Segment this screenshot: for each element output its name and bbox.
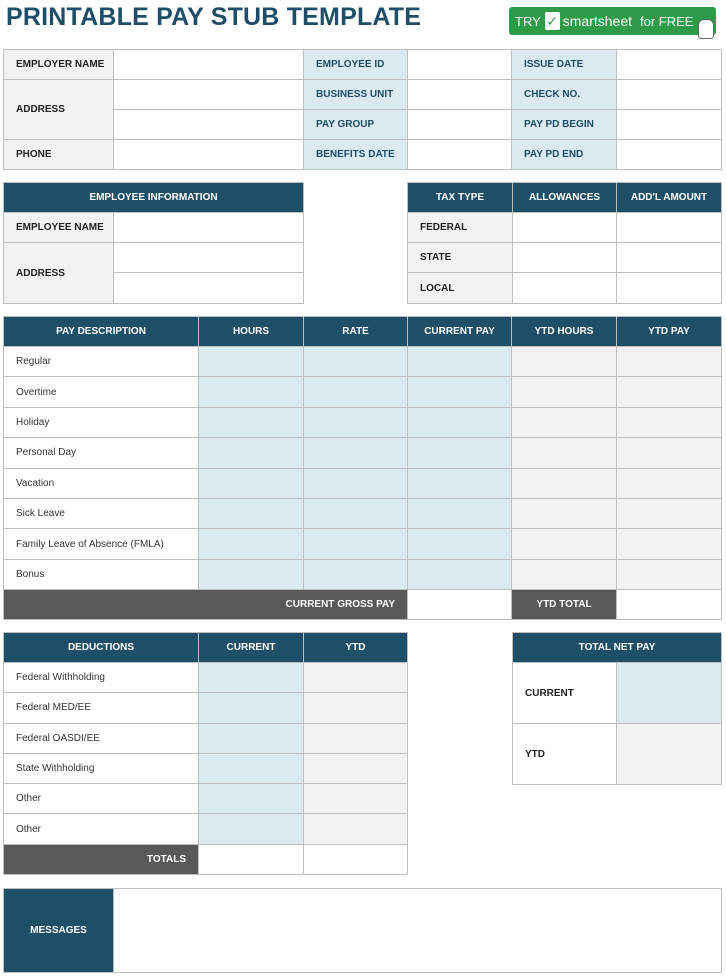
rate-field[interactable] bbox=[304, 498, 408, 528]
ytd-pay-field[interactable] bbox=[617, 529, 722, 559]
deductions-table bbox=[3, 632, 408, 875]
table-row bbox=[4, 784, 408, 814]
hours-field[interactable] bbox=[199, 407, 304, 437]
pay-row-label: Holiday bbox=[4, 407, 199, 437]
ytd-hours-field[interactable] bbox=[512, 498, 617, 528]
tax-allowances-field[interactable] bbox=[513, 213, 617, 243]
pay-group-label: PAY GROUP bbox=[304, 110, 408, 140]
ytd-total-field[interactable] bbox=[617, 590, 722, 620]
current-pay-field[interactable] bbox=[408, 559, 512, 589]
employer-name-field[interactable] bbox=[114, 50, 304, 80]
deduction-row-label: Other bbox=[4, 784, 199, 814]
ytd-pay-field[interactable] bbox=[617, 438, 722, 468]
ytd-pay-field[interactable] bbox=[617, 407, 722, 437]
tax-header-addl-amount: ADD'L AMOUNT bbox=[617, 183, 722, 213]
hours-field[interactable] bbox=[199, 529, 304, 559]
pay-pd-end-label: PAY PD END bbox=[512, 140, 617, 170]
table-row bbox=[4, 814, 408, 844]
pay-row-label: Overtime bbox=[4, 377, 199, 407]
table-row bbox=[4, 438, 722, 468]
promo-cta: for FREE bbox=[640, 13, 694, 29]
table-row bbox=[4, 377, 722, 407]
net-pay-header: TOTAL NET PAY bbox=[513, 633, 722, 663]
table-row bbox=[4, 663, 408, 693]
current-pay-field[interactable] bbox=[408, 407, 512, 437]
deduction-ytd-field[interactable] bbox=[304, 784, 408, 814]
benefits-date-field[interactable] bbox=[408, 140, 512, 170]
deduction-row-label: Federal OASDI/EE bbox=[4, 723, 199, 753]
ytd-hours-field[interactable] bbox=[512, 377, 617, 407]
tax-header-allowances: ALLOWANCES bbox=[513, 183, 617, 213]
rate-field[interactable] bbox=[304, 347, 408, 377]
tax-amount-field[interactable] bbox=[617, 273, 722, 304]
ytd-hours-field[interactable] bbox=[512, 529, 617, 559]
deduction-current-field[interactable] bbox=[199, 693, 304, 723]
deduction-current-field[interactable] bbox=[199, 814, 304, 844]
tax-amount-field[interactable] bbox=[617, 243, 722, 273]
deduction-row-label: State Withholding bbox=[4, 753, 199, 783]
employee-info-header: EMPLOYEE INFORMATION bbox=[4, 183, 304, 213]
table-row bbox=[4, 723, 408, 753]
table-row bbox=[4, 753, 408, 783]
totals-ytd-field[interactable] bbox=[304, 844, 408, 874]
deduction-row-label: Other bbox=[4, 814, 199, 844]
net-pay-ytd-field[interactable] bbox=[617, 724, 722, 785]
tax-allowances-field[interactable] bbox=[513, 243, 617, 273]
messages-field[interactable] bbox=[114, 889, 722, 973]
employee-id-field[interactable] bbox=[408, 50, 512, 80]
employee-address-label: ADDRESS bbox=[4, 243, 114, 304]
issue-date-label: ISSUE DATE bbox=[512, 50, 617, 80]
employee-address-field-1[interactable] bbox=[114, 243, 304, 273]
tax-row-label: LOCAL bbox=[408, 273, 513, 304]
rate-field[interactable] bbox=[304, 407, 408, 437]
rate-field[interactable] bbox=[304, 438, 408, 468]
pay-header-hours: HOURS bbox=[199, 317, 304, 347]
deduction-ytd-field[interactable] bbox=[304, 663, 408, 693]
ytd-hours-field[interactable] bbox=[512, 559, 617, 589]
tax-amount-field[interactable] bbox=[617, 213, 722, 243]
phone-label: PHONE bbox=[4, 140, 114, 170]
issue-date-field[interactable] bbox=[617, 50, 722, 80]
messages-label: MESSAGES bbox=[4, 889, 114, 973]
ytd-pay-field[interactable] bbox=[617, 498, 722, 528]
deduction-ytd-field[interactable] bbox=[304, 753, 408, 783]
pay-row-label: Family Leave of Absence (FMLA) bbox=[4, 529, 199, 559]
pay-pd-end-field[interactable] bbox=[617, 140, 722, 170]
ytd-hours-field[interactable] bbox=[512, 438, 617, 468]
pay-row-label: Bonus bbox=[4, 559, 199, 589]
pay-row-label: Sick Leave bbox=[4, 498, 199, 528]
deduction-current-field[interactable] bbox=[199, 753, 304, 783]
deduction-row-label: Federal MED/EE bbox=[4, 693, 199, 723]
net-pay-current-field[interactable] bbox=[617, 663, 722, 724]
pay-table bbox=[3, 316, 722, 620]
tax-allowances-field[interactable] bbox=[513, 273, 617, 304]
current-pay-field[interactable] bbox=[408, 347, 512, 377]
business-unit-field[interactable] bbox=[408, 80, 512, 110]
deduction-ytd-field[interactable] bbox=[304, 693, 408, 723]
current-pay-field[interactable] bbox=[408, 529, 512, 559]
deductions-header: DEDUCTIONS bbox=[4, 633, 199, 663]
hours-field[interactable] bbox=[199, 559, 304, 589]
table-row bbox=[4, 347, 722, 377]
benefits-date-label: BENEFITS DATE bbox=[304, 140, 408, 170]
net-pay-current-label: CURRENT bbox=[513, 663, 617, 724]
deduction-ytd-field[interactable] bbox=[304, 723, 408, 753]
pay-row-label: Regular bbox=[4, 347, 199, 377]
page-title: PRINTABLE PAY STUB TEMPLATE bbox=[6, 3, 422, 31]
pay-header-description: PAY DESCRIPTION bbox=[4, 317, 199, 347]
hours-field[interactable] bbox=[199, 377, 304, 407]
pay-header-rate: RATE bbox=[304, 317, 408, 347]
pay-header-ytd-hours: YTD HOURS bbox=[512, 317, 617, 347]
employee-name-label: EMPLOYEE NAME bbox=[4, 213, 114, 243]
messages-table bbox=[3, 888, 722, 973]
rate-field[interactable] bbox=[304, 529, 408, 559]
pay-row-label: Vacation bbox=[4, 468, 199, 498]
employee-address-field-2[interactable] bbox=[114, 273, 304, 304]
promo-brand: smartsheet bbox=[562, 13, 633, 29]
current-pay-field[interactable] bbox=[408, 438, 512, 468]
deductions-header-current: CURRENT bbox=[199, 633, 304, 663]
employer-address-label: ADDRESS bbox=[4, 80, 114, 140]
business-unit-label: BUSINESS UNIT bbox=[304, 80, 408, 110]
table-row bbox=[4, 468, 722, 498]
deduction-row-label: Federal Withholding bbox=[4, 663, 199, 693]
tax-row-label: STATE bbox=[408, 243, 513, 273]
deduction-ytd-field[interactable] bbox=[304, 814, 408, 844]
employee-id-label: EMPLOYEE ID bbox=[304, 50, 408, 80]
deduction-current-field[interactable] bbox=[199, 663, 304, 693]
pay-header-current-pay: CURRENT PAY bbox=[408, 317, 512, 347]
tax-row-label: FEDERAL bbox=[408, 213, 513, 243]
smartsheet-promo-button[interactable] bbox=[509, 7, 716, 35]
pay-pd-begin-field[interactable] bbox=[617, 110, 722, 140]
pay-group-field[interactable] bbox=[408, 110, 512, 140]
deductions-header-ytd: YTD bbox=[304, 633, 408, 663]
table-row bbox=[4, 693, 408, 723]
pay-row-label: Personal Day bbox=[4, 438, 199, 468]
current-pay-field[interactable] bbox=[408, 377, 512, 407]
net-pay-ytd-label: YTD bbox=[513, 724, 617, 785]
ytd-hours-field[interactable] bbox=[512, 468, 617, 498]
rate-field[interactable] bbox=[304, 377, 408, 407]
table-row bbox=[4, 407, 722, 437]
table-row bbox=[4, 498, 722, 528]
net-pay-table bbox=[512, 632, 722, 785]
header-info-table bbox=[3, 49, 722, 170]
hours-field[interactable] bbox=[199, 498, 304, 528]
rate-field[interactable] bbox=[304, 559, 408, 589]
promo-try: TRY bbox=[515, 13, 541, 29]
hours-field[interactable] bbox=[199, 468, 304, 498]
table-row bbox=[4, 559, 722, 589]
pay-header-ytd-pay: YTD PAY bbox=[617, 317, 722, 347]
rate-field[interactable] bbox=[304, 468, 408, 498]
employee-name-field[interactable] bbox=[114, 213, 304, 243]
employer-address-field-1[interactable] bbox=[114, 80, 304, 110]
phone-field[interactable] bbox=[114, 140, 304, 170]
check-no-field[interactable] bbox=[617, 80, 722, 110]
ytd-hours-field[interactable] bbox=[512, 347, 617, 377]
hand-cursor-icon bbox=[698, 19, 714, 39]
totals-current-field[interactable] bbox=[199, 844, 304, 874]
current-pay-field[interactable] bbox=[408, 468, 512, 498]
deduction-current-field[interactable] bbox=[199, 784, 304, 814]
employer-name-label: EMPLOYER NAME bbox=[4, 50, 114, 80]
check-no-label: CHECK NO. bbox=[512, 80, 617, 110]
ytd-hours-field[interactable] bbox=[512, 407, 617, 437]
totals-label: TOTALS bbox=[4, 844, 199, 874]
tax-table bbox=[407, 182, 722, 304]
ytd-pay-field[interactable] bbox=[617, 347, 722, 377]
hours-field[interactable] bbox=[199, 438, 304, 468]
checkmark-icon: ✓ bbox=[546, 13, 559, 29]
employee-info-table bbox=[3, 182, 304, 304]
ytd-total-label: YTD TOTAL bbox=[512, 590, 617, 620]
pay-pd-begin-label: PAY PD BEGIN bbox=[512, 110, 617, 140]
deduction-current-field[interactable] bbox=[199, 723, 304, 753]
employer-address-field-2[interactable] bbox=[114, 110, 304, 140]
current-pay-field[interactable] bbox=[408, 498, 512, 528]
hours-field[interactable] bbox=[199, 347, 304, 377]
ytd-pay-field[interactable] bbox=[617, 377, 722, 407]
tax-header-type: TAX TYPE bbox=[408, 183, 513, 213]
ytd-pay-field[interactable] bbox=[617, 468, 722, 498]
table-row bbox=[4, 529, 722, 559]
current-gross-pay-label: CURRENT GROSS PAY bbox=[4, 590, 408, 620]
ytd-pay-field[interactable] bbox=[617, 559, 722, 589]
current-gross-pay-field[interactable] bbox=[408, 590, 512, 620]
